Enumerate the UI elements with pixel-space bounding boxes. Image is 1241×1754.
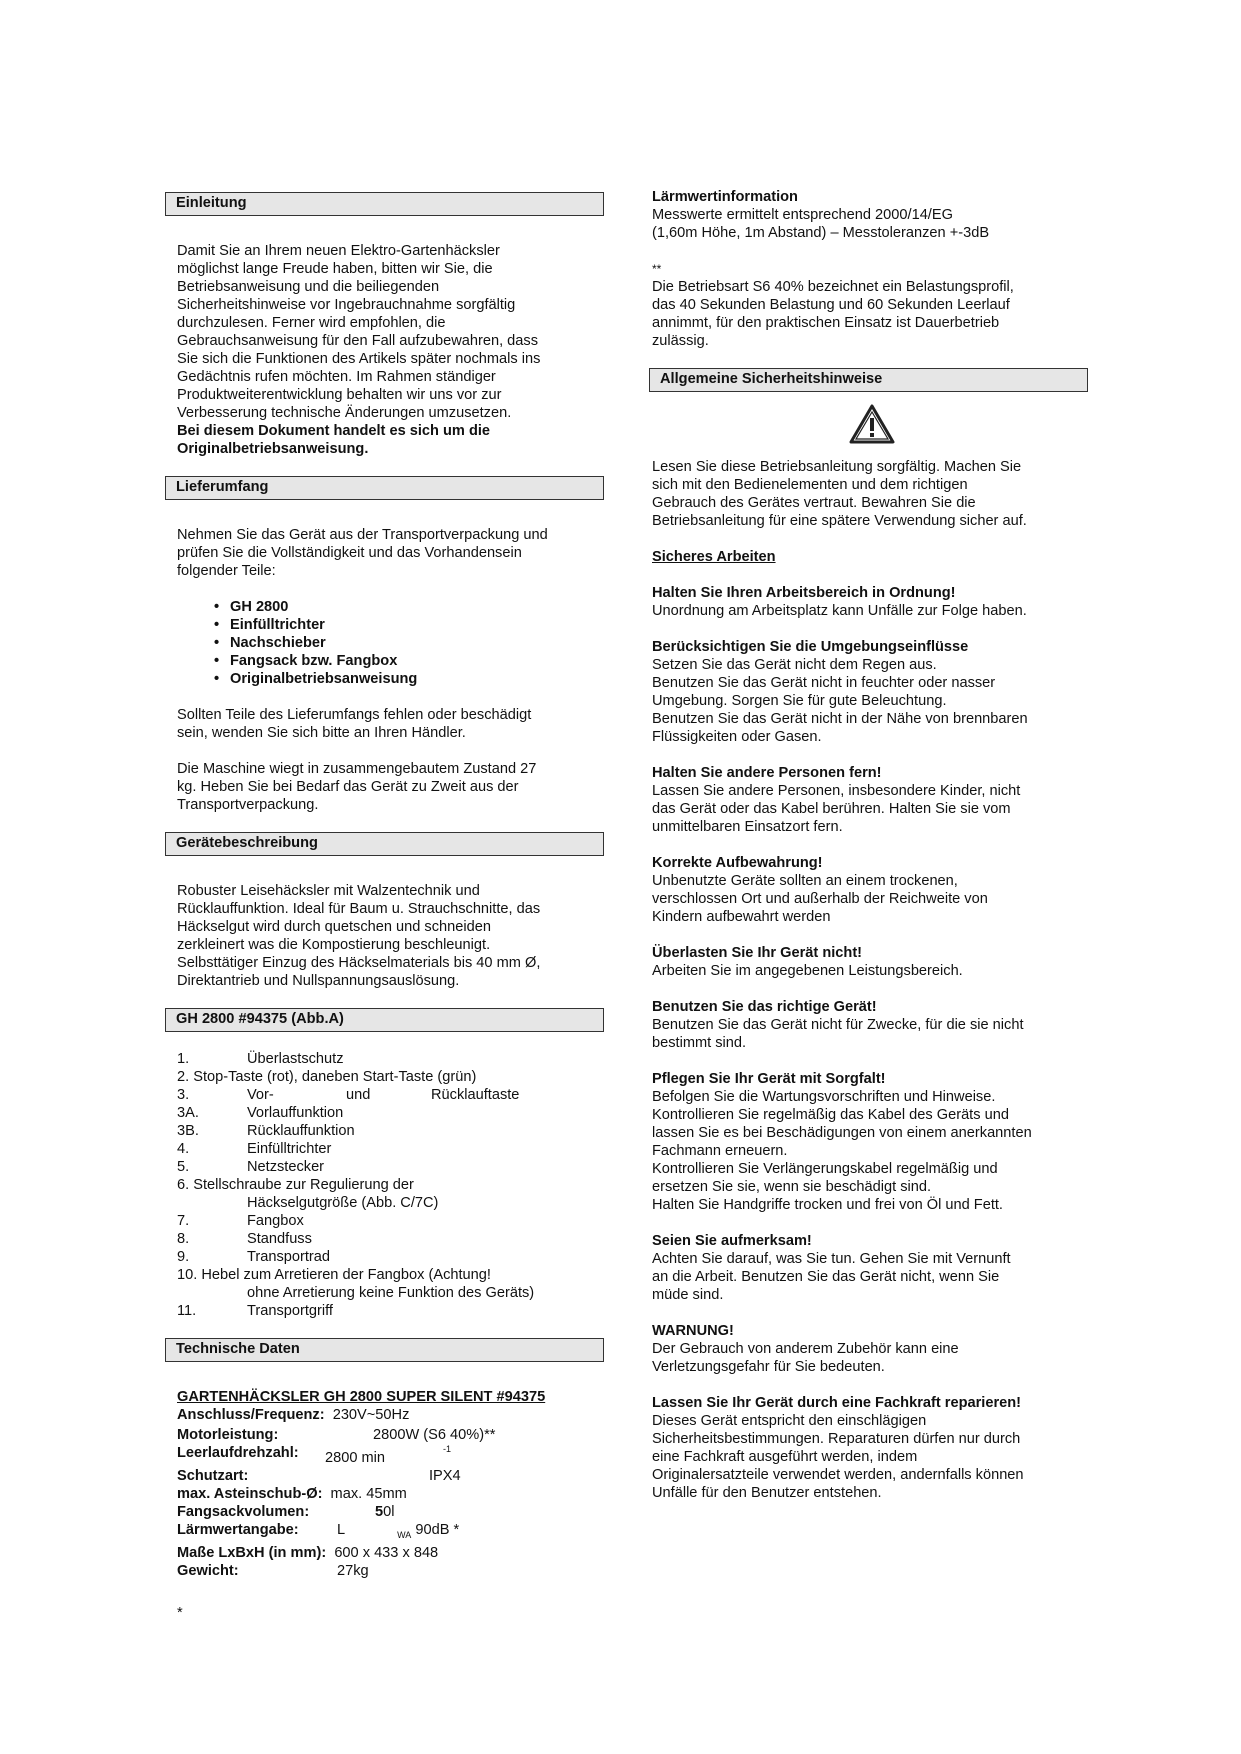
text-line: annimmt, für den praktischen Einsatz ist Dauerbetrieb — [652, 315, 1000, 331]
text-line: Die Maschine wiegt in zusammengebautem Zustand 27 — [177, 761, 537, 777]
text-line: bestimmt sind. — [652, 1035, 747, 1051]
rule-title: Berücksichtigen Sie die Umgebungseinflüsse — [652, 639, 969, 655]
text-line: Unfälle für den Benutzer entstehen. — [652, 1485, 882, 1501]
text-line: Betriebsanleitung für eine spätere Verwendung sicher auf. — [652, 513, 1027, 529]
text-line: Sicherheitsbestimmungen. Reparaturen dürfen nur durch — [652, 1431, 1021, 1447]
section-heading-sicherheit: Allgemeine Sicherheitshinweise — [649, 368, 1088, 392]
text-line: durchzulesen. Ferner wird empfohlen, die — [177, 315, 446, 331]
text-line: das 40 Sekunden Belastung und 60 Sekunden Leerlauf — [652, 297, 1010, 313]
rule-title: Halten Sie Ihren Arbeitsbereich in Ordnung! — [652, 585, 956, 601]
text-line: müde sind. — [652, 1287, 724, 1303]
parts-numbered-list — [165, 1050, 605, 1320]
text-line: Setzen Sie das Gerät nicht dem Regen aus. — [652, 657, 937, 673]
spec-row: Leerlaufdrehzahl: 2800 $\min^{-1}$ — [177, 1444, 452, 1466]
spec-row: max. Asteinschub-Ø: max. 45mm — [177, 1485, 407, 1502]
text-line-bold: Bei diesem Dokument handelt es sich um die — [177, 423, 491, 439]
text-line: Originalersatzteile verwendet werden, andernfalls können — [652, 1467, 1024, 1483]
list-item: 3. Vor- und Rücklauftaste — [177, 1087, 520, 1103]
technische-daten — [165, 1388, 605, 1622]
text-line: Selbsttätiger Einzug des Häckselmaterials bis 40 mm Ø, — [177, 955, 541, 971]
spec-row: Anschluss/Frequenz: 230V~50Hz — [177, 1407, 410, 1423]
text-line: Benutzen Sie das Gerät nicht in feuchter oder nasser — [652, 675, 996, 691]
left-column — [165, 192, 605, 1622]
text-line: Achten Sie darauf, was Sie tun. Gehen Sie mit Vernunft — [652, 1251, 1011, 1267]
list-item: • Nachschieber — [214, 634, 605, 652]
text-line: folgender Teile: — [177, 563, 276, 579]
section-heading-gh2800: GH 2800 #94375 (Abb.A) — [165, 1008, 604, 1032]
text-line: Robuster Leisehäcksler mit Walzentechnik und — [177, 883, 480, 899]
spec-row: Gewicht: 27kg — [177, 1562, 369, 1579]
text-line: Unbenutzte Geräte sollten an einem trockenen, — [652, 873, 958, 889]
text-line: Kontrollieren Sie regelmäßig das Kabel des Geräts und — [652, 1107, 1009, 1123]
text-line: Sicherheitshinweise vor Ingebrauchnahme sorgfältig — [177, 297, 516, 313]
list-item: 4. Einfülltrichter — [177, 1141, 332, 1157]
text-line: Dieses Gerät entspricht den einschlägigen — [652, 1413, 927, 1429]
text-line: das Gerät oder das Kabel berühren. Halten Sie sie vom — [652, 801, 1011, 817]
text-line: Fachmann erneuern. — [652, 1143, 788, 1159]
list-item: 8. Standfuss — [177, 1231, 312, 1247]
text-line: Kontrollieren Sie Verlängerungskabel regelmäßig und — [652, 1161, 998, 1177]
parts-list — [177, 598, 605, 688]
laerm-info — [652, 188, 1092, 350]
text-line: Damit Sie an Ihrem neuen Elektro-Gartenhäcksler — [177, 243, 500, 259]
text-line: Kindern aufbewahrt werden — [652, 909, 831, 925]
text-line: lassen Sie es bei Beschädigungen von einem anerkannten — [652, 1125, 1032, 1141]
product-title: GARTENHÄCKSLER GH 2800 SUPER SILENT #94375 — [177, 1389, 546, 1405]
list-item-continuation: ohne Arretierung keine Funktion des Geräts) — [247, 1285, 535, 1301]
text-line: Rücklauffunktion. Ideal für Baum u. Strauchschnitte, das — [177, 901, 541, 917]
list-item: 10. Hebel zum Arretieren der Fangbox (Achtung! — [177, 1267, 491, 1283]
section-heading-geraetebeschreibung: Gerätebeschreibung — [165, 832, 604, 856]
text-line: sein, wenden Sie sich bitte an Ihren Händler. — [177, 725, 466, 741]
list-item: 5. Netzstecker — [177, 1159, 325, 1175]
text-line: Verletzungsgefahr für Sie bedeuten. — [652, 1359, 885, 1375]
text-line: Messwerte ermittelt entsprechend 2000/14/EG — [652, 207, 953, 223]
list-item: • Originalbetriebsanweisung — [214, 670, 605, 688]
text-line: Nehmen Sie das Gerät aus der Transportverpackung und — [177, 527, 548, 543]
text-line: Lassen Sie andere Personen, insbesondere Kinder, nicht — [652, 783, 1021, 799]
section-heading-lieferumfang: Lieferumfang — [165, 476, 604, 500]
einleitung-text — [165, 242, 605, 458]
text-line: unmittelbaren Einsatzort fern. — [652, 819, 843, 835]
text-line: zulässig. — [652, 333, 709, 349]
text-line: Umgebung. Sorgen Sie für gute Beleuchtung. — [652, 693, 947, 709]
text-line: Befolgen Sie die Wartungsvorschriften und Hinweise. — [652, 1089, 996, 1105]
list-item-continuation: Häckselgutgröße (Abb. C/7C) — [247, 1195, 439, 1211]
text-line: Lesen Sie diese Betriebsanleitung sorgfältig. Machen Sie — [652, 459, 1022, 475]
text-line: prüfen Sie die Vollständigkeit und das Vorhandensein — [177, 545, 522, 561]
section-heading-technische-daten: Technische Daten — [165, 1338, 604, 1362]
geraetebeschreibung-text — [165, 882, 605, 990]
text-line: Der Gebrauch von anderem Zubehör kann eine — [652, 1341, 959, 1357]
list-item: • GH 2800 — [214, 598, 605, 616]
text-line: Gebrauchsanweisung für den Fall aufzubewahren, dass — [177, 333, 539, 349]
text-line: Arbeiten Sie im angegebenen Leistungsbereich. — [652, 963, 963, 979]
laerm-title: Lärmwertinformation — [652, 189, 798, 205]
list-item: 7. Fangbox — [177, 1213, 304, 1229]
rule-title: Korrekte Aufbewahrung! — [652, 855, 823, 871]
text-line: verschlossen Ort und außerhalb der Reichweite von — [652, 891, 988, 907]
text-line: Benutzen Sie das Gerät nicht für Zwecke, für die sie nicht — [652, 1017, 1024, 1033]
rule-title: Seien Sie aufmerksam! — [652, 1233, 812, 1249]
spec-row: Schutzart: IPX4 — [177, 1467, 461, 1484]
text-line: Produktweiterentwicklung behalten wir uns vor zur — [177, 387, 502, 403]
sicherheit-text — [652, 458, 1092, 1502]
text-line: Die Betriebsart S6 40% bezeichnet ein Belastungsprofil, — [652, 279, 1014, 295]
text-line: Gedächtnis rufen möchten. Im Rahmen ständiger — [177, 369, 496, 385]
text-line: ** — [652, 262, 662, 276]
text-line: Häckselgut wird durch quetschen und schneiden — [177, 919, 491, 935]
rule-title: Überlasten Sie Ihr Gerät nicht! — [652, 945, 863, 961]
list-item: 2. Stop-Taste (rot), daneben Start-Taste (grün) — [177, 1069, 477, 1085]
rule-title: Pflegen Sie Ihr Gerät mit Sorgfalt! — [652, 1071, 886, 1087]
spec-row: Maße LxBxH (in mm): 600 x 433 x 848 — [177, 1544, 439, 1561]
right-column — [652, 188, 1092, 1502]
spec-row: Lärmwertangabe: L $_{WA}$ 90dB * — [177, 1521, 460, 1540]
list-item: 1. Überlastschutz — [177, 1051, 344, 1067]
text-line: ersetzen Sie sie, wenn sie beschädigt sind. — [652, 1179, 932, 1195]
list-item: 9. Transportrad — [177, 1249, 331, 1265]
rule-title: WARNUNG! — [652, 1323, 734, 1339]
list-item: • Einfülltrichter — [214, 616, 605, 634]
text-line: Transportverpackung. — [177, 797, 319, 813]
text-line-bold: Originalbetriebsanweisung. — [177, 441, 369, 457]
footnote-marker: * — [177, 1604, 183, 1621]
spec-row: Motorleistung: 2800W (S6 40%)** — [177, 1427, 496, 1443]
rule-title: Lassen Sie Ihr Gerät durch eine Fachkraft reparieren! — [652, 1395, 1022, 1411]
text-line: kg. Heben Sie bei Bedarf das Gerät zu Zweit aus der — [177, 779, 519, 795]
text-line: Sollten Teile des Lieferumfangs fehlen oder beschädigt — [177, 707, 532, 723]
list-item: 6. Stellschraube zur Regulierung der — [177, 1177, 414, 1193]
text-line: an die Arbeit. Benutzen Sie das Gerät nicht, wenn Sie — [652, 1269, 1000, 1285]
text-line: sich mit den Bedienelementen und dem richtigen — [652, 477, 968, 493]
rule-title: Benutzen Sie das richtige Gerät! — [652, 999, 877, 1015]
text-line: eine Fachkraft ausgeführt werden, indem — [652, 1449, 918, 1465]
section-heading-einleitung: Einleitung — [165, 192, 604, 216]
spec-row: Fangsackvolumen: 50l — [177, 1503, 395, 1520]
lieferumfang-text — [165, 526, 605, 814]
text-line: Betriebsanweisung und die beiliegenden — [177, 279, 440, 295]
rule-title: Halten Sie andere Personen fern! — [652, 765, 882, 781]
list-item: 3A. Vorlauffunktion — [177, 1105, 344, 1121]
text-line: (1,60m Höhe, 1m Abstand) – Messtoleranzen +-3dB — [652, 225, 990, 241]
text-line: Unordnung am Arbeitsplatz kann Unfälle zur Folge haben. — [652, 603, 1027, 619]
text-line: Flüssigkeiten oder Gasen. — [652, 729, 822, 745]
text-line: möglichst lange Freude haben, bitten wir Sie, die — [177, 261, 493, 277]
text-line: Gebrauch des Gerätes vertraut. Bewahren Sie die — [652, 495, 976, 511]
text-line: Benutzen Sie das Gerät nicht in der Nähe von brennbaren — [652, 711, 1028, 727]
list-item: • Fangsack bzw. Fangbox — [214, 652, 605, 670]
warning-triangle-icon — [652, 404, 1092, 444]
list-item: 3B. Rücklauffunktion — [177, 1123, 355, 1139]
subheading-sicheres-arbeiten: Sicheres Arbeiten — [652, 549, 776, 565]
list-item: 11. Transportgriff — [177, 1303, 333, 1319]
text-line: zerkleinert was die Kompostierung beschleunigt. — [177, 937, 491, 953]
text-line: Sie sich die Funktionen des Artikels später nochmals ins — [177, 351, 541, 367]
text-line: Direktantrieb und Nullspannungsauslösung. — [177, 973, 460, 989]
text-line: Verbesserung technische Änderungen umzusetzen. — [177, 405, 512, 421]
text-line: Halten Sie Handgriffe trocken und frei von Öl und Fett. — [652, 1197, 1003, 1213]
